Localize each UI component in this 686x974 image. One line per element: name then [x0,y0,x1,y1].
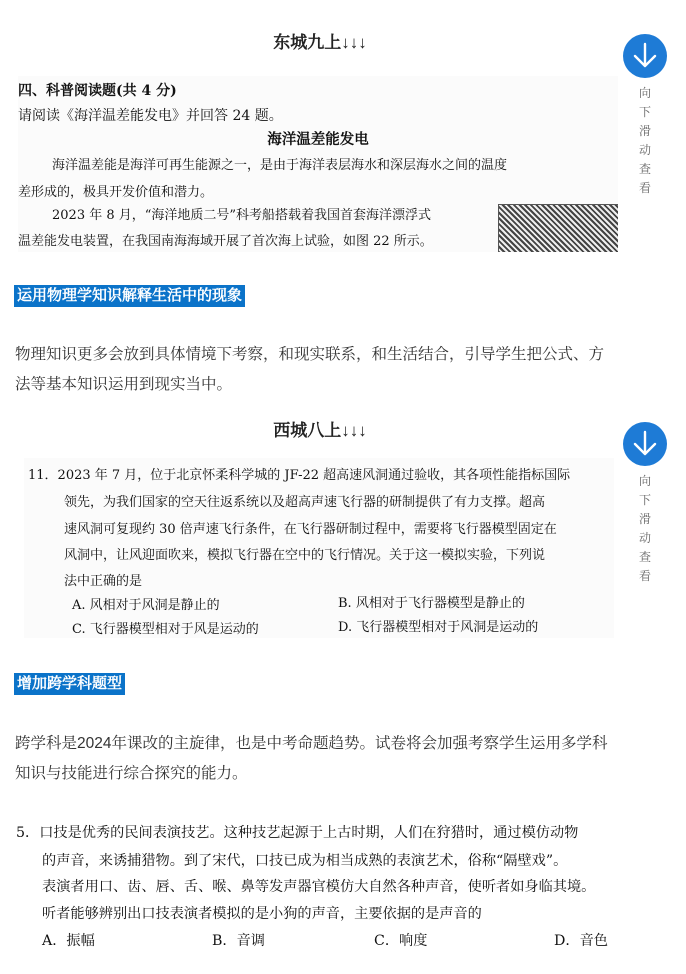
question-line: 5．口技是优秀的民间表演技艺。这种技艺起源于上古时期，人们在狩猎时，通过模仿动物 [16,825,579,841]
option-c: C. 飞行器模型相对于风是运动的 [72,622,259,637]
option-a: A．振幅 [42,933,95,949]
figure-22-photo [498,204,618,252]
scroll-cue-char: 下 [638,493,651,507]
scroll-cue-char: 看 [638,569,651,583]
question-line: 法中正确的是 [64,574,143,589]
scroll-cue-char: 查 [638,550,651,564]
paragraph-line: 知识与技能进行综合探究的能力。 [15,765,248,782]
scroll-cue-char: 下 [638,105,651,119]
question-line: 表演者用口、齿、唇、舌、喉、鼻等发声器官模仿大自然各种声音，使听者如身临其境。 [42,879,596,895]
paragraph-line: 跨学科是2024年课改的主旋律，也是中考命题趋势。试卷将会加强考察学生运用多学科 [15,735,608,752]
region-title-dongcheng: 东城九上↓↓↓ [273,33,367,52]
option-b: B．音调 [212,933,265,949]
paragraph-line: 物理知识更多会放到具体情境下考察，和现实联系，和生活结合，引导学生把公式、方 [15,346,605,363]
scroll-cue-text [622,84,668,198]
instruction-line: 请阅读《海洋温差能发电》并回答 24 题。 [18,108,283,124]
paragraph-interdisciplinary [15,729,683,789]
scroll-cue-text [622,472,668,586]
scanned-question-image-2 [24,458,614,638]
scanned-question-image-1 [18,76,618,252]
region-title-xicheng: 西城八上↓↓↓ [273,421,367,440]
option-b: B. 风相对于飞行器模型是静止的 [338,596,525,611]
section-heading-physics-life: 运用物理学知识解释生活中的现象 [14,285,245,307]
scroll-cue-char: 动 [638,531,651,545]
arrow-down-icon [623,34,667,78]
article-title: 海洋温差能发电 [267,131,369,148]
scroll-cue-char: 看 [638,181,651,195]
article-line: 2023 年 8 月，“海洋地质二号”科考船搭载着我国首套海洋漂浮式 [52,208,432,223]
scroll-cue-char: 向 [638,474,651,488]
option-d: D．音色 [554,933,608,949]
arrow-down-icon [623,422,667,466]
option-c: C．响度 [374,933,428,949]
section-heading: 四、科普阅读题(共 4 分) [18,83,177,99]
question-line: 11．2023 年 7 月，位于北京怀柔科学城的 JF-22 超高速风洞通过验收，其各项性能指标国际 [28,468,571,483]
paragraph-line: 法等基本知识运用到现实当中。 [15,376,233,393]
scroll-cue-char: 查 [638,162,651,176]
article-line: 海洋温差能是海洋可再生能源之一，是由于海洋表层海水和深层海水之间的温度 [52,158,508,173]
scroll-cue-char: 滑 [638,124,651,138]
question-line: 听者能够辨别出口技表演者模拟的是小狗的声音，主要依据的是声音的 [42,906,482,922]
paragraph-physics-life [15,340,683,400]
scroll-down-cue[interactable] [622,34,668,198]
question-line: 领先，为我们国家的空天往返系统以及超高声速飞行器的研制提供了有力支撑。超高 [64,495,546,510]
section-heading-interdisciplinary: 增加跨学科题型 [14,673,125,695]
scroll-cue-char: 滑 [638,512,651,526]
scanned-question-5 [16,818,680,968]
scroll-cue-char: 向 [638,86,651,100]
scroll-down-cue[interactable] [622,422,668,586]
option-d: D. 飞行器模型相对于风洞是运动的 [338,620,539,635]
article-line: 温差能发电装置，在我国南海海域开展了首次海上试验，如图 22 所示。 [18,234,433,249]
question-line: 风洞中，让风迎面吹来，模拟飞行器在空中的飞行情况。关于这一模拟实验，下列说 [64,548,546,563]
scroll-cue-char: 动 [638,143,651,157]
question-line: 速风洞可复现约 30 倍声速飞行条件，在飞行器研制过程中，需要将飞行器模型固定在 [64,522,557,537]
question-line: 的声音，来诱捕猎物。到了宋代，口技已成为相当成熟的表演艺术，俗称“隔壁戏”。 [42,853,568,869]
option-a: A. 风相对于风洞是静止的 [72,598,220,613]
article-line: 差形成的，极具开发价值和潜力。 [18,185,214,200]
